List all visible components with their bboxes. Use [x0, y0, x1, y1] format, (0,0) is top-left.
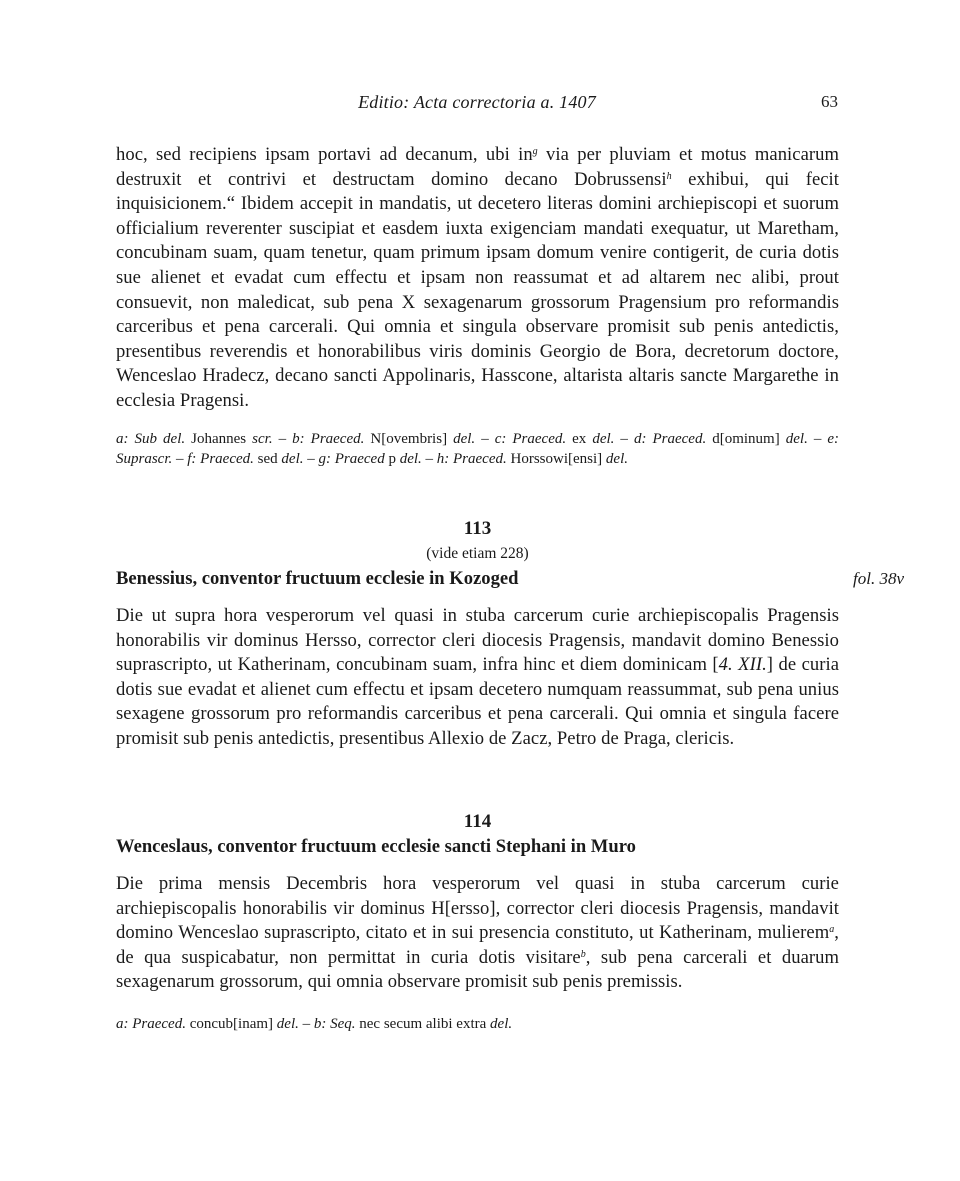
entry-title-113: Benessius, conventor fructuum ecclesie in Kozoged — [116, 568, 519, 589]
cross-reference: (vide etiam 228) — [426, 545, 529, 562]
note-roman: N[ovembris] — [364, 431, 454, 447]
text-run: via per pluviam et motus manicarum destruxit et contrivi et destructam domino decano Dobrussensi — [116, 144, 839, 190]
folio-reference: fol. 38v — [853, 569, 904, 588]
note-roman: d[ominum] — [706, 431, 786, 447]
note-italic: a: Sub del. — [116, 431, 186, 447]
note-italic: del. – b: Seq. — [276, 1016, 356, 1032]
date-italic: 4. XII. — [718, 654, 767, 676]
text-run: ] de curia dotis sue evadat et alienet cum effectu et ipsam decetero numquam reassummat, sub pena unius sexagene grossorum pro reformandis carceribus et pena carcerali. Qui omnia et singula facere promisit sub penis antedictis, presentibus Allexio de Zacz, Petro de Praga, clericis. — [116, 654, 840, 749]
running-head — [116, 92, 838, 118]
note-italic: del. — [490, 1016, 513, 1032]
text-run: , sub pena carcerali et duarum sexagenarum grossorum, qui omnia observare promisit sub penis premissis. — [116, 946, 839, 993]
note-italic: del. – g: Praeced — [281, 450, 385, 467]
note-italic: del. – d: Praeced. — [592, 431, 707, 447]
apparatus-notes-1 — [116, 430, 839, 469]
running-title: Editio: Acta correctoria a. 1407 — [358, 92, 596, 112]
text-run: Die ut supra hora vesperorum vel quasi in stuba carcerum curie archiepiscopalis Pragensis honorabilis vir dominus Hersso, corrector cleri diocesis Pragensis, mandavit domino Benessio suprascripto, ut Katherinam, concubinam suam, infra hinc et diem dominicam [ — [116, 605, 839, 676]
note-italic: del. — [605, 450, 628, 467]
entry-number-114: 114 — [463, 811, 492, 832]
text-run: exhibui, qui fecit inquisicionem.“ Ibidem accepit in mandatis, ut decetero literas domini archiepiscopi et suorum officialium reverenter suscipiat et easdem iuxta exigenciam mandati exequatur, ut Maretham, concubinam suam, quam tenetur, quam primum ipsam domum venire contigerit, de curia dotis sue alienet et evadat cum effectu et ipsam non reassumat et ad altarem nec alibi, prout consuevit, non maledicat, sub pena X sexagenarum grossorum Pragensium pro reformandis carceribus et pena carcerali. Qui omnia et singula observare promisit sub penis antedictis, presentibus reverendis et honorabilibus viris dominis Georgio de Bora, decretorum doctore, Wenceslao Hradecz, decano sancti Appolinaris, Hasscone, altarista altaris sancte Margarethe in ecclesia Pragensi. — [116, 168, 839, 411]
note-roman: concub[inam] — [185, 1016, 277, 1032]
entry-113-text — [116, 604, 839, 752]
note-italic: del. – e: Suprascr. – f: Praeced. — [116, 431, 840, 467]
note-roman: nec secum alibi extra — [355, 1016, 491, 1032]
note-italic: a: Praeced. — [116, 1016, 186, 1032]
text-run: , de qua suspicabatur, non permittat in curia dotis visitare — [116, 922, 839, 968]
note-italic: scr. – b: Praeced. — [252, 431, 365, 447]
note-roman: p — [384, 450, 400, 467]
entry-title-114: Wenceslaus, conventor fructuum ecclesie sancti Stephani in Muro — [116, 836, 636, 857]
note-roman: Horssowi[ensi] — [506, 450, 606, 467]
continuation-paragraph — [116, 143, 839, 414]
note-roman: sed — [253, 450, 282, 467]
entry-number-113: 113 — [463, 518, 492, 539]
text-run: Die prima mensis Decembris hora vesperorum vel quasi in stuba carcerum curie archiepiscopalis honorabilis vir dominus H[ersso], corrector cleri diocesis Pragensis, mandavit domino Wenceslao suprascripto, citato et in sui presencia constituto, ut Katherinam, mulierem — [116, 873, 839, 944]
footnote-marker: h — [666, 170, 672, 182]
apparatus-notes-2 — [116, 1015, 839, 1035]
note-italic: del. – c: Praeced. — [453, 431, 567, 447]
note-roman: Johannes — [185, 431, 253, 447]
text-run: hoc, sed recipiens ipsam portavi ad decanum, ubi in — [116, 144, 533, 165]
page-number: 63 — [821, 92, 838, 111]
note-italic: del. – h: Praeced. — [399, 450, 507, 467]
footnote-marker: b — [580, 948, 586, 960]
footnote-marker: a — [829, 924, 835, 936]
entry-114-text — [116, 872, 839, 995]
note-roman: ex — [566, 431, 593, 447]
footnote-marker: g — [532, 146, 538, 157]
